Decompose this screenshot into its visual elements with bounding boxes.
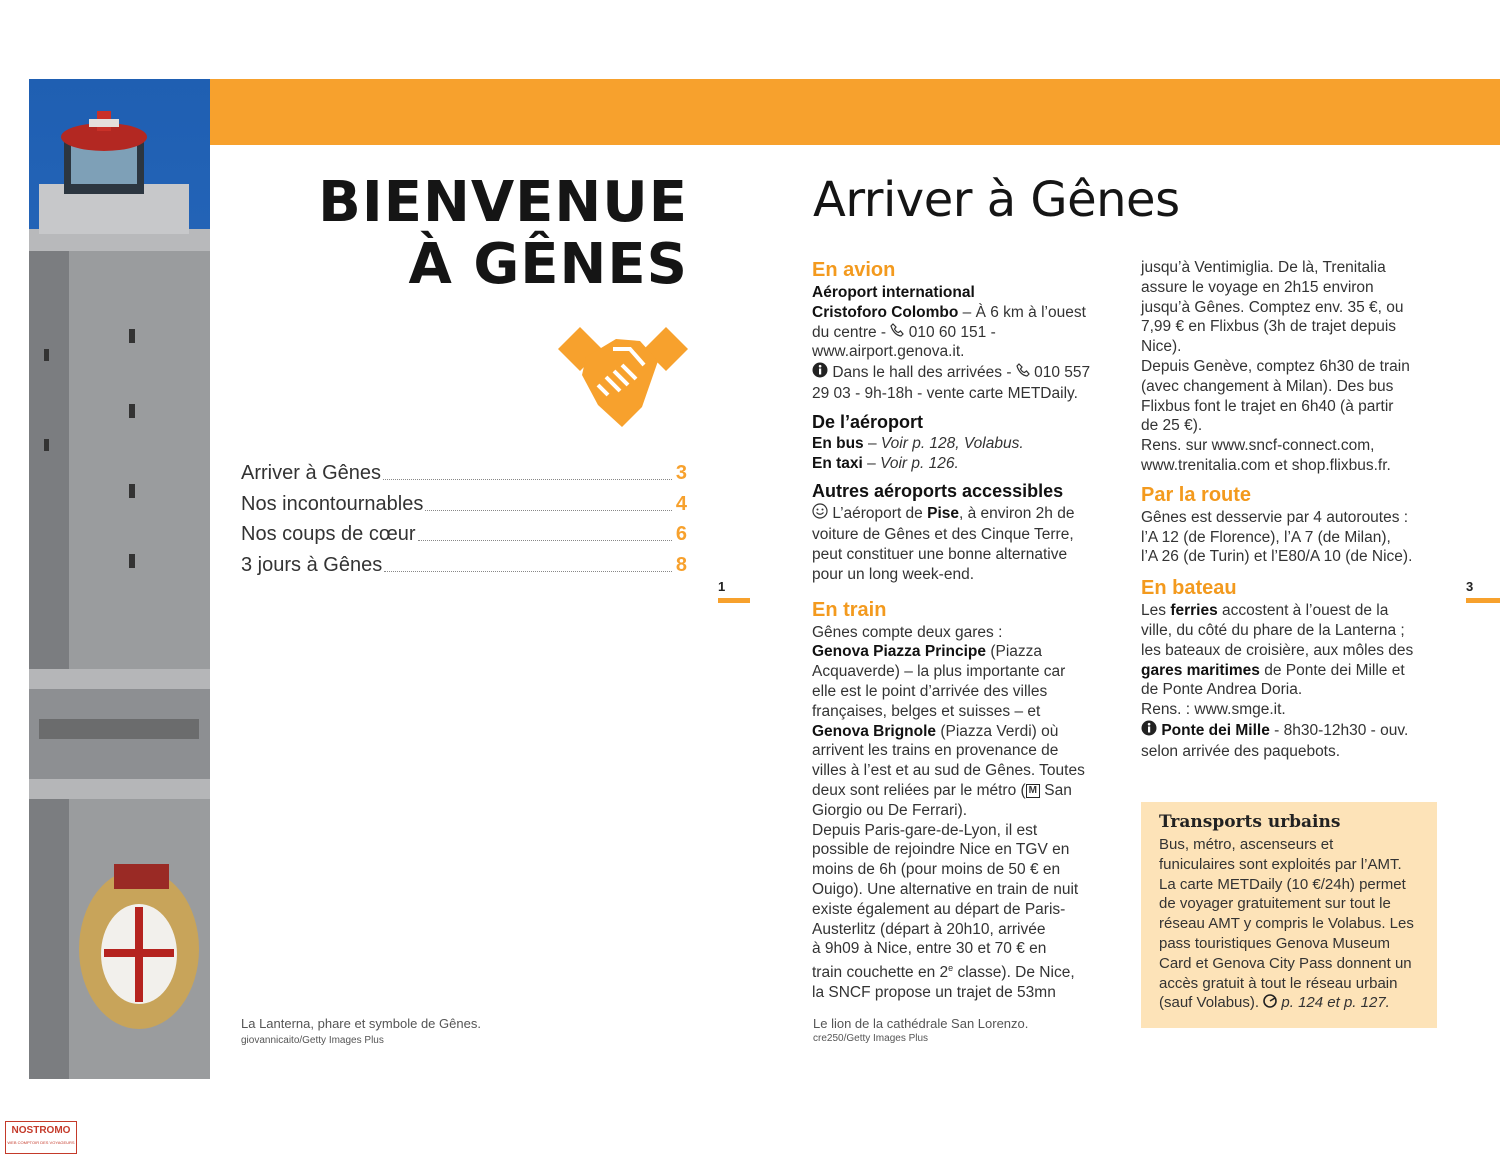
box-line: (sauf Volabus).: [1159, 994, 1264, 1012]
train-text: Austerlitz (départ à 20h10, arrivée: [812, 920, 1046, 938]
bus-label: En bus: [812, 434, 864, 452]
toc-leader: [425, 510, 672, 511]
train-text: de 25 €).: [1141, 417, 1203, 435]
train-text: (avec changement à Milan). Des bus: [1141, 377, 1394, 395]
bateau-text: - 8h30-12h30 - ouv.: [1269, 721, 1409, 739]
airport-name: Cristoforo Colombo: [812, 303, 959, 321]
toc-item[interactable]: [241, 490, 687, 516]
info-hours: 29 03 - 9h-18h - vente carte METDaily.: [812, 384, 1078, 402]
header-band: [210, 79, 1500, 145]
column-2: [1141, 258, 1451, 762]
train-text: la SNCF propose un trajet de 53mn: [812, 984, 1056, 1002]
toc-item[interactable]: [241, 551, 687, 577]
info-icon: [812, 362, 828, 384]
train-text: San: [1040, 781, 1072, 799]
transports-box: [1141, 802, 1437, 1028]
photo-credit-right: cre250/Getty Images Plus: [813, 1033, 929, 1044]
bateau-text: de Ponte Andrea Doria.: [1141, 681, 1303, 699]
autres-text: L’aéroport de: [832, 505, 928, 523]
toc-item[interactable]: [241, 459, 687, 485]
bateau-gares: gares maritimes: [1141, 661, 1260, 679]
box-line: accès gratuit à tout le réseau urbain: [1159, 974, 1398, 992]
station-brignole: Genova Brignole: [812, 722, 937, 740]
train-text: moins de 6h (pour moins de 50 € en: [812, 861, 1061, 879]
bateau-text: ville, du côté du phare de la Lanterna ;: [1141, 621, 1405, 639]
bateau-ferries: ferries: [1170, 602, 1218, 620]
taxi-text: Voir p. 126.: [880, 454, 959, 472]
train-text: Gênes compte deux gares :: [812, 623, 1003, 641]
handshake-icon: [558, 327, 688, 429]
autres-text: pour un long week-end.: [812, 565, 975, 583]
train-text: possible de rejoindre Nice en TGV en: [812, 841, 1070, 859]
box-line: de voyager gratuitement sur tout le: [1159, 895, 1391, 913]
heading-en-bateau: En bateau: [1141, 577, 1237, 600]
page-number-right: 3: [1466, 579, 1474, 594]
photo-caption-right: Le lion de la cathédrale San Lorenzo.: [813, 1016, 1029, 1031]
page-title: [300, 172, 688, 296]
train-text: arrivent les trains en provenance de: [812, 742, 1059, 760]
phone-icon: [890, 323, 904, 343]
train-text: Depuis Paris-gare-de-Lyon, il est: [812, 821, 1038, 839]
taxi-label: En taxi: [812, 454, 863, 472]
toc-label: Nos coups de cœur: [241, 523, 416, 545]
box-title: Transports urbains: [1159, 812, 1341, 832]
bus-text: Voir p. 128, Volabus.: [880, 434, 1024, 452]
toc-label: Arriver à Gênes: [241, 462, 382, 484]
column-1: En avion Aéroport international Cristoforo Colombo – À 6 km à l’ouest du centre - 010 60 151 - www.airport.genova.it. Dans le hall des arrivées - 010 557 29 03 - 9h-18h - vente carte METDaily. De l’aéroport En bus – Voir p. 128, Volabus. En taxi – Voir p. 126. Autres aéroports accessibles L’aéroport de Pise, à environ 2h de voiture de Gênes et des Cinque Terre, peut constituer une bonne alternative pour un long week-end. En train Gênes compte deux gares : Genova Piazza Principe (Piazza Acquaverde) – la plus importante car elle est le point d’arrivée des villes françaises, belges et suisses – et Genova Brignole (Piazza Verdi) où arrivent les trains en provenance de villes à l’est et au sud de Gênes. Toutes deux sont reliées par le métro ( M San Giorgio ou De Ferrari). Depuis Paris-gare-de-Lyon, il est possible de rejoindre Nice en TGV en moins de 6h (pour moins de 50 € en Ouigo). Une alternative en train de nuit existe également au départ de Paris- Austerlitz (départ à 20h10, arrivée à 9h09 à Nice, entre 30 et 70 € en train couchette en 2e classe). De Nice, la SNCF propose un trajet de 53mn: [812, 257, 1122, 1003]
bateau-text: de Ponte dei Mille et: [1259, 661, 1405, 679]
train-text: (Piazza Verdi) où: [936, 722, 1059, 740]
toc-leader: [383, 479, 672, 480]
heading-par-la-route: Par la route: [1141, 483, 1252, 506]
toc-label: Nos incontournables: [241, 493, 424, 515]
info-icon: [1141, 720, 1157, 742]
train-text: assure le voyage en 2h15 environ: [1141, 278, 1374, 296]
train-text: deux sont reliées par le métro (: [812, 781, 1026, 799]
train-text: www.trenitalia.com et shop.flixbus.fr.: [1141, 456, 1391, 474]
bateau-text: Les: [1141, 602, 1171, 620]
heading-autres-aeroports: Autres aéroports accessibles: [812, 481, 1064, 502]
heading-de-aeroport: De l’aéroport: [812, 411, 924, 432]
toc-item[interactable]: [241, 520, 687, 546]
airport-url[interactable]: www.airport.genova.it.: [812, 343, 965, 361]
autres-text: , à environ 2h de: [959, 505, 1075, 523]
box-line: Card et Genova City Pass donnent un: [1159, 954, 1412, 972]
info-phone: 010 557: [1029, 364, 1091, 382]
toc-page: 4: [675, 493, 687, 515]
phone-icon: [1016, 363, 1030, 383]
box-line: réseau AMT y compris le Volabus. Les: [1159, 915, 1414, 933]
train-text: villes à l’est et au sud de Gênes. Toutes: [812, 762, 1085, 780]
photo-credit-left: giovannicaito/Getty Images Plus: [241, 1035, 384, 1046]
heading-en-train: En train: [812, 598, 887, 621]
see-also-icon: [1263, 994, 1277, 1014]
photo-caption-left: La Lanterna, phare et symbole de Gênes.: [241, 1016, 481, 1031]
route-text: Gênes est desservie par 4 autoroutes :: [1141, 508, 1409, 526]
toc-label: 3 jours à Gênes: [241, 554, 383, 576]
logo-tagline: WEB COMPTOIR DES VOYAGEURS: [7, 1140, 75, 1145]
airport-location: du centre -: [812, 323, 891, 341]
page-marker-left: [718, 598, 750, 603]
route-text: l’A 12 (de Florence), l’A 7 (de Milan),: [1141, 528, 1391, 546]
box-line: funiculaires sont exploités par l’AMT.: [1159, 855, 1402, 873]
train-text: elle est le point d’arrivée des villes: [812, 682, 1048, 700]
train-text: françaises, belges et suisses – et: [812, 702, 1041, 720]
bateau-url[interactable]: Rens. : www.smge.it.: [1141, 701, 1286, 719]
train-text: classe). De Nice,: [953, 964, 1075, 982]
page-number-left: 1: [718, 579, 726, 594]
autres-text: peut constituer une bonne alternative: [812, 545, 1068, 563]
train-text: 7,99 € en Flixbus (3h de trajet depuis: [1141, 318, 1397, 336]
metro-icon: M: [1026, 784, 1040, 798]
lighthouse-photo: [29, 79, 210, 1079]
toc-page: 8: [675, 554, 687, 576]
title-line-2: À GÊNES: [408, 232, 688, 297]
train-text: Rens. sur www.sncf-connect.com,: [1141, 437, 1375, 455]
info-text: Dans le hall des arrivées -: [832, 364, 1016, 382]
autres-text: voiture de Gênes et des Cinque Terre,: [812, 526, 1074, 544]
train-text: Ouigo). Une alternative en train de nuit: [812, 880, 1079, 898]
box-text: [1159, 835, 1423, 1013]
box-line: La carte METDaily (10 €/24h) permet: [1159, 875, 1406, 893]
section-title: Arriver à Gênes: [813, 172, 1180, 228]
bateau-text: accostent à l’ouest de la: [1217, 602, 1389, 620]
bateau-text: selon arrivée des paquebots.: [1141, 742, 1341, 760]
box-line: Bus, métro, ascenseurs et: [1159, 836, 1334, 853]
page-marker-right: [1466, 598, 1500, 603]
train-text: Depuis Genève, comptez 6h30 de train: [1141, 357, 1410, 375]
autres-pise: Pise: [927, 505, 959, 523]
logo-name: NOSTROMO: [11, 1125, 71, 1136]
superscript: e: [948, 963, 954, 974]
toc-page: 3: [675, 462, 687, 484]
train-text: Flixbus font le trajet en 6h40 (à partir: [1141, 397, 1394, 415]
train-text: train couchette en 2: [812, 964, 949, 982]
train-text: jusqu’à Ventimiglia. De là, Trenitalia: [1141, 259, 1386, 276]
bateau-text: les bateaux de croisière, aux môles des: [1141, 641, 1414, 659]
toc-leader: [384, 571, 672, 572]
train-text: jusqu’à Gênes. Comptez env. 35 €, ou: [1141, 298, 1404, 316]
train-text: Acquaverde) – la plus importante car: [812, 663, 1066, 681]
toc-leader: [418, 540, 672, 541]
bateau-ponte: Ponte dei Mille: [1161, 721, 1270, 739]
heading-en-avion: En avion: [812, 259, 896, 281]
station-principe: Genova Piazza Principe: [812, 643, 987, 661]
train-text: à 9h09 à Nice, entre 30 et 70 € en: [812, 940, 1047, 958]
box-ref: p. 124 et p. 127.: [1281, 994, 1390, 1012]
box-line: pass touristiques Genova Museum: [1159, 934, 1390, 952]
airport-distance: – À 6 km à l’ouest: [958, 303, 1086, 321]
toc-page: 6: [675, 523, 687, 545]
train-text: Giorgio ou De Ferrari).: [812, 801, 968, 819]
train-text: (Piazza: [986, 643, 1043, 661]
nostromo-logo: [5, 1121, 77, 1154]
train-text: Nice).: [1141, 338, 1182, 356]
airport-phone: 010 60 151 -: [904, 323, 996, 341]
smiley-icon: [812, 503, 828, 525]
airport-name: Aéroport international: [812, 284, 975, 301]
title-line-1: BIENVENUE: [318, 170, 688, 235]
route-text: l’A 26 (de Turin) et l’E80/A 10 (de Nice).: [1141, 548, 1413, 566]
train-text: existe également au départ de Paris-: [812, 900, 1066, 918]
